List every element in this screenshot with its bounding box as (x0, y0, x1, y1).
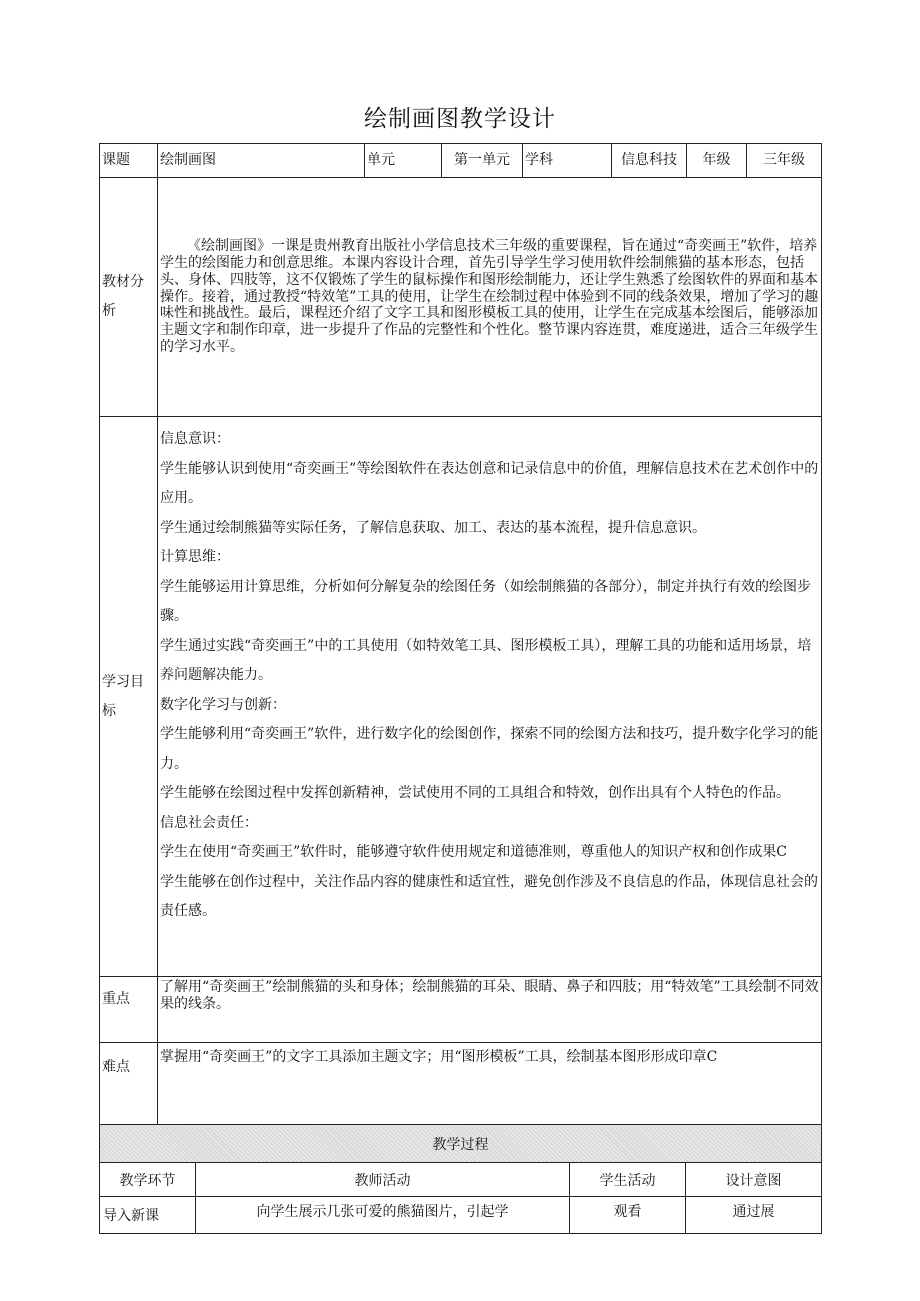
goal-item: 学生通过实践“奇奕画王”中的工具使用（如特效笔工具、图形模板工具），理解工具的功能和适用场景，培养问题解决能力。 (160, 637, 812, 683)
goal-item: 学生能够运用计算思维，分析如何分解复杂的绘图任务（如绘制熊猫的各部分），制定并执行有效的绘图步骤。 (160, 578, 811, 624)
key-points-text: 了解用“奇奕画王”绘制熊猫的头和身体；绘制熊猫的耳朵、眼睛、鼻子和四肢；用“特效笔”工具绘制不同效果的线条。 (158, 977, 822, 1043)
unit-label: 单元 (365, 144, 442, 178)
grade-label: 年级 (687, 144, 747, 178)
process-row (100, 1197, 822, 1234)
subject-label: 学科 (523, 144, 612, 178)
goal-heading: 信息社会责任： (160, 814, 258, 831)
col-teacher-header: 教师活动 (196, 1163, 570, 1197)
goal-item: 学生能够在绘图过程中发挥创新精神，尝试使用不同的工具组合和特效，创作出具有个人特色的作品。 (160, 785, 790, 801)
process-section-title: 教学过程 (100, 1125, 822, 1163)
col-intent-header: 设计意图 (686, 1163, 822, 1197)
difficulties-label: 难点 (100, 1043, 158, 1127)
row-student: 观看 (570, 1197, 686, 1234)
goal-item: 学生通过绘制熊猫等实际任务，了解信息获取、加工、表达的基本流程，提升信息意识。 (160, 519, 706, 536)
col-student-header: 学生活动 (570, 1163, 686, 1197)
row-stage: 导入新课 (100, 1197, 196, 1234)
analysis-row (100, 178, 822, 417)
process-section-row (100, 1125, 822, 1163)
key-points-row (100, 977, 822, 1043)
teaching-process-table (99, 1124, 822, 1234)
difficulties-row (100, 1043, 822, 1127)
row-teacher: 向学生展示几张可爱的熊猫图片，引起学 (196, 1197, 570, 1234)
goal-item: 学生能够认识到使用“奇奕画王”等绘图软件在表达创意和记录信息中的价值，理解信息技术在艺术创作中的应用。 (160, 460, 819, 506)
process-header-row (100, 1163, 822, 1197)
col-stage-header: 教学环节 (100, 1163, 196, 1197)
goals-content (158, 417, 822, 977)
key-points-label: 重点 (100, 977, 158, 1043)
analysis-label: 教材分析 (100, 178, 158, 417)
goals-label: 学习目标 (100, 417, 158, 977)
analysis-text: 《绘制画图》一课是贵州教育出版社小学信息技术三年级的重要课程，旨在通过“奇奕画王”软件，培养学生的绘图能力和创意思维。本课内容设计合理，首先引导学生学习使用软件绘制熊猫的基本形态，包括头、身体、四肢等，这不仅锻炼了学生的鼠标操作和图形绘制能力，还让学生熟悉了绘图软件的界面和基本操作。接着，通过教授“特效笔”工具的使用，让学生在绘制过程中体验到不同的线条效果，增加了学习的趣味性和挑战性。最后，课程还介绍了文字工具和图形模板工具的使用，让学生在完成基本绘图后，能够添加主题文字和制作印章，进一步提升了作品的完整性和个性化。整节课内容连贯，难度递进，适合三年级学生的学习水平。 (160, 238, 819, 355)
document-title: 绘制画图教学设计 (364, 106, 556, 132)
unit-value: 第一单元 (442, 144, 523, 178)
header-row (100, 144, 822, 178)
goal-heading: 计算思维： (160, 549, 230, 565)
goal-item: 学生能够利用“奇奕画王”软件，进行数字化的绘图创作，探索不同的绘图方法和技巧，提升数字化学习的能力。 (160, 726, 819, 772)
goals-row (100, 417, 822, 977)
lesson-info-table (99, 143, 822, 1127)
row-intent: 通过展 (686, 1197, 822, 1234)
course-value: 绘制画图 (158, 144, 365, 178)
difficulties-text: 掌握用“奇奕画王”的文字工具添加主题文字；用“图形模板”工具，绘制基本图形形成印章C (158, 1043, 822, 1127)
goal-item: 学生在使用“奇奕画王”软件时，能够遵守软件使用规定和道德准则，尊重他人的知识产权和创作成果C (160, 844, 788, 860)
course-label: 课题 (100, 144, 158, 178)
goal-item: 学生能够在创作过程中，关注作品内容的健康性和适宜性，避免创作涉及不良信息的作品，体现信息社会的责任感。 (160, 873, 818, 919)
grade-value: 三年级 (747, 144, 822, 178)
goal-heading: 数字化学习与创新： (160, 696, 286, 713)
goal-heading: 信息意识： (160, 431, 230, 447)
subject-value: 信息科技 (612, 144, 687, 178)
